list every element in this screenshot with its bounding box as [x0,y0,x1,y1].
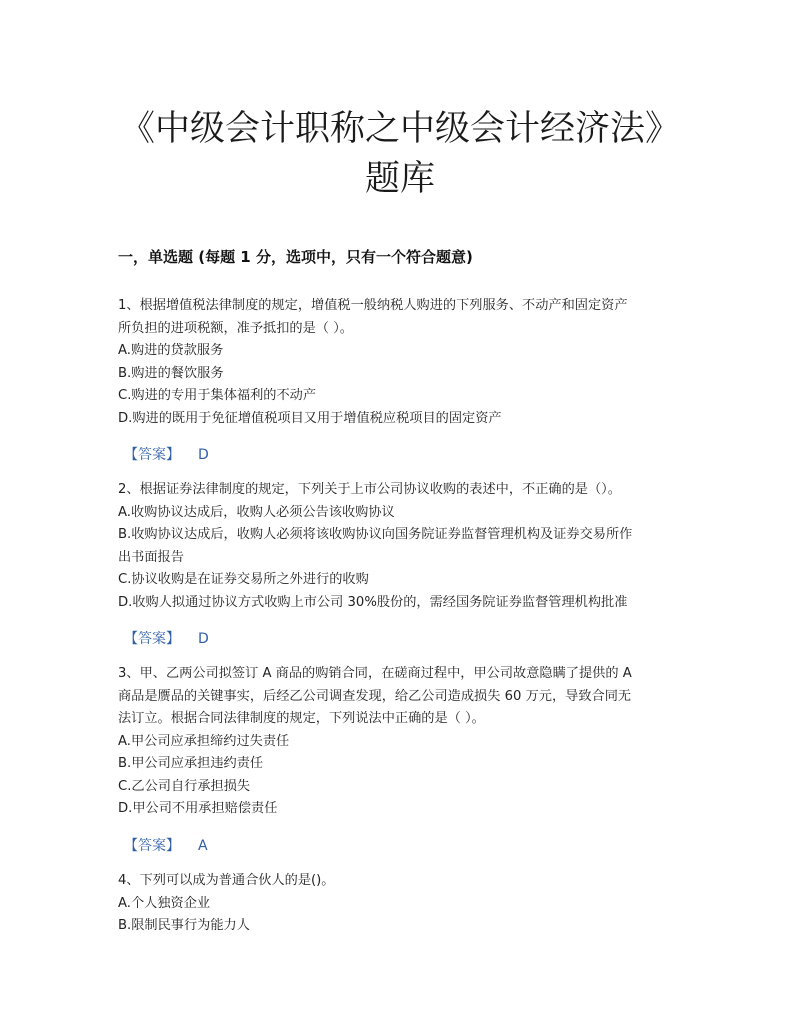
document-title: 《中级会计职称之中级会计经济法》 [119,109,680,149]
option-b: B.甲公司应承担违约责任 [118,756,264,771]
option-c: C.购进的专用于集体福利的不动产 [118,388,317,403]
answer-label: 【答案】 [124,838,180,854]
option-c: C.协议收购是在证券交易所之外进行的收购 [118,572,369,587]
answer-value: D [198,447,209,463]
question-2 [118,479,684,614]
question-stem-line: 3、甲、乙两公司拟签订 A 商品的购销合同，在磋商过程中，甲公司故意隐瞒了提供的 A [118,666,632,681]
option-a: A.个人独资企业 [118,895,211,911]
option-a: A.甲公司应承担缔约过失责任 [118,733,290,749]
option-b: B.购进的餐饮服务 [118,365,224,381]
answer-label: 【答案】 [124,631,180,647]
answer-2 [124,628,209,648]
option-b-continued: 出书面报告 [118,549,184,565]
option-b: B.限制民事行为能力人 [118,918,250,933]
option-d: D.购进的既用于免征增值税项目又用于增值税应税项目的固定资产 [118,410,502,426]
question-stem-line: 4、下列可以成为普通合伙人的是()。 [118,873,335,888]
option-a: A.购进的贷款服务 [118,343,224,358]
option-c: C.乙公司自行承担损失 [118,778,251,794]
answer-label: 【答案】 [124,447,180,463]
option-a: A.收购协议达成后，收购人必须公告该收购协议 [118,504,395,520]
section-heading: 一，单选题 (每题 1 分，选项中，只有一个符合题意) [118,248,473,266]
answer-1 [124,444,209,464]
question-stem-line: 所负担的进项税额，准予抵扣的是（ ）。 [118,320,353,336]
question-3 [118,663,684,821]
question-stem-line: 2、根据证券法律制度的规定，下列关于上市公司协议收购的表述中，不正确的是（）。 [118,482,621,497]
answer-value: D [198,631,209,647]
option-b: B.收购协议达成后，收购人必须将该收购协议向国务院证券监督管理机构及证券交易所作 [118,527,633,542]
answer-3 [124,835,208,855]
answer-value: A [198,838,208,854]
question-stem-line: 1、根据增值税法律制度的规定，增值税一般纳税人购进的下列服务、不动产和固定资产 [118,298,628,313]
question-1 [118,295,684,430]
question-4 [118,870,684,938]
question-stem-line: 商品是赝品的关键事实，后经乙公司调查发现，给乙公司造成损失 60 万元，导致合同无 [118,688,632,704]
question-stem-line: 法订立。根据合同法律制度的规定，下列说法中正确的是（ ）。 [118,711,485,726]
option-d: D.甲公司不用承担赔偿责任 [118,801,278,816]
document-subtitle: 题库 [364,159,435,199]
option-d: D.收购人拟通过协议方式收购上市公司 30%股份的，需经国务院证券监督管理机构批准 [118,594,628,610]
